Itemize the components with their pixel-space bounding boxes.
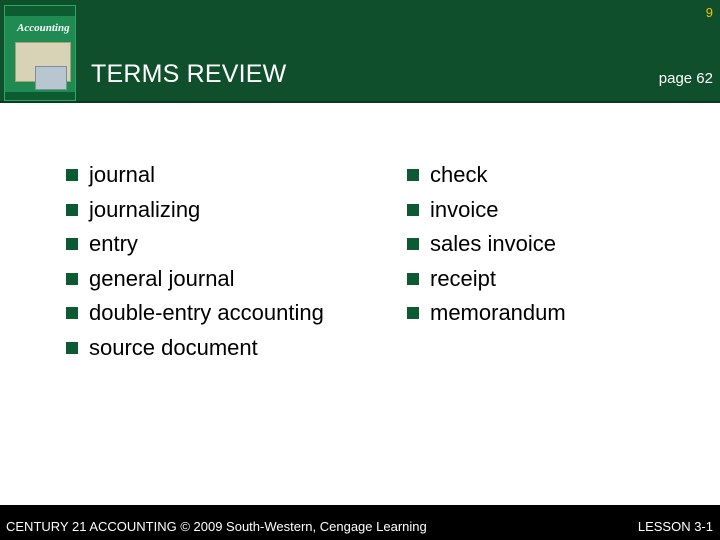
square-bullet-icon [66, 204, 78, 216]
list-item [63, 227, 324, 262]
term-label: journal [89, 162, 156, 187]
slide-footer [0, 505, 720, 540]
page-reference: page 62 [658, 70, 713, 87]
term-label: double-entry accounting [89, 300, 324, 326]
term-label: receipt [430, 265, 497, 291]
square-bullet-icon [66, 273, 78, 285]
footer-copyright: CENTURY 21 ACCOUNTING © 2009 South-Western, Cengage Learning [6, 519, 427, 534]
square-bullet-icon [66, 307, 78, 319]
cover-bottom-band [5, 92, 75, 100]
list-item [63, 193, 324, 228]
term-label: source document [89, 334, 258, 360]
slide-number: 9 [705, 5, 713, 20]
list-item [404, 296, 566, 331]
square-bullet-icon [66, 238, 78, 250]
square-bullet-icon [407, 238, 419, 250]
term-label: check [430, 162, 488, 187]
term-label: invoice [430, 196, 499, 222]
term-label: memorandum [430, 300, 566, 326]
square-bullet-icon [407, 204, 419, 216]
square-bullet-icon [407, 169, 419, 181]
square-bullet-icon [407, 307, 419, 319]
terms-list-left [63, 158, 324, 366]
terms-list-right [404, 158, 566, 331]
slide-title: TERMS REVIEW [91, 60, 287, 88]
cover-brand-logo: Accounting [17, 22, 70, 34]
term-label: journalizing [89, 196, 201, 222]
square-bullet-icon [407, 273, 419, 285]
header-divider [0, 101, 720, 103]
cover-top-band [5, 6, 75, 16]
term-label: general journal [89, 265, 235, 291]
term-label: sales invoice [430, 231, 556, 257]
square-bullet-icon [66, 342, 78, 354]
list-item [404, 227, 566, 262]
list-item [63, 331, 324, 366]
list-item [63, 262, 324, 297]
term-label: entry [89, 231, 138, 257]
list-item [404, 262, 566, 297]
list-item [63, 158, 324, 193]
list-item [63, 296, 324, 331]
slide-header [0, 0, 720, 103]
textbook-cover-image [4, 5, 76, 101]
list-item [404, 193, 566, 228]
cover-photo-inset [35, 66, 67, 90]
list-item [404, 158, 566, 193]
square-bullet-icon [66, 169, 78, 181]
footer-lesson-label: LESSON 3-1 [637, 519, 713, 534]
